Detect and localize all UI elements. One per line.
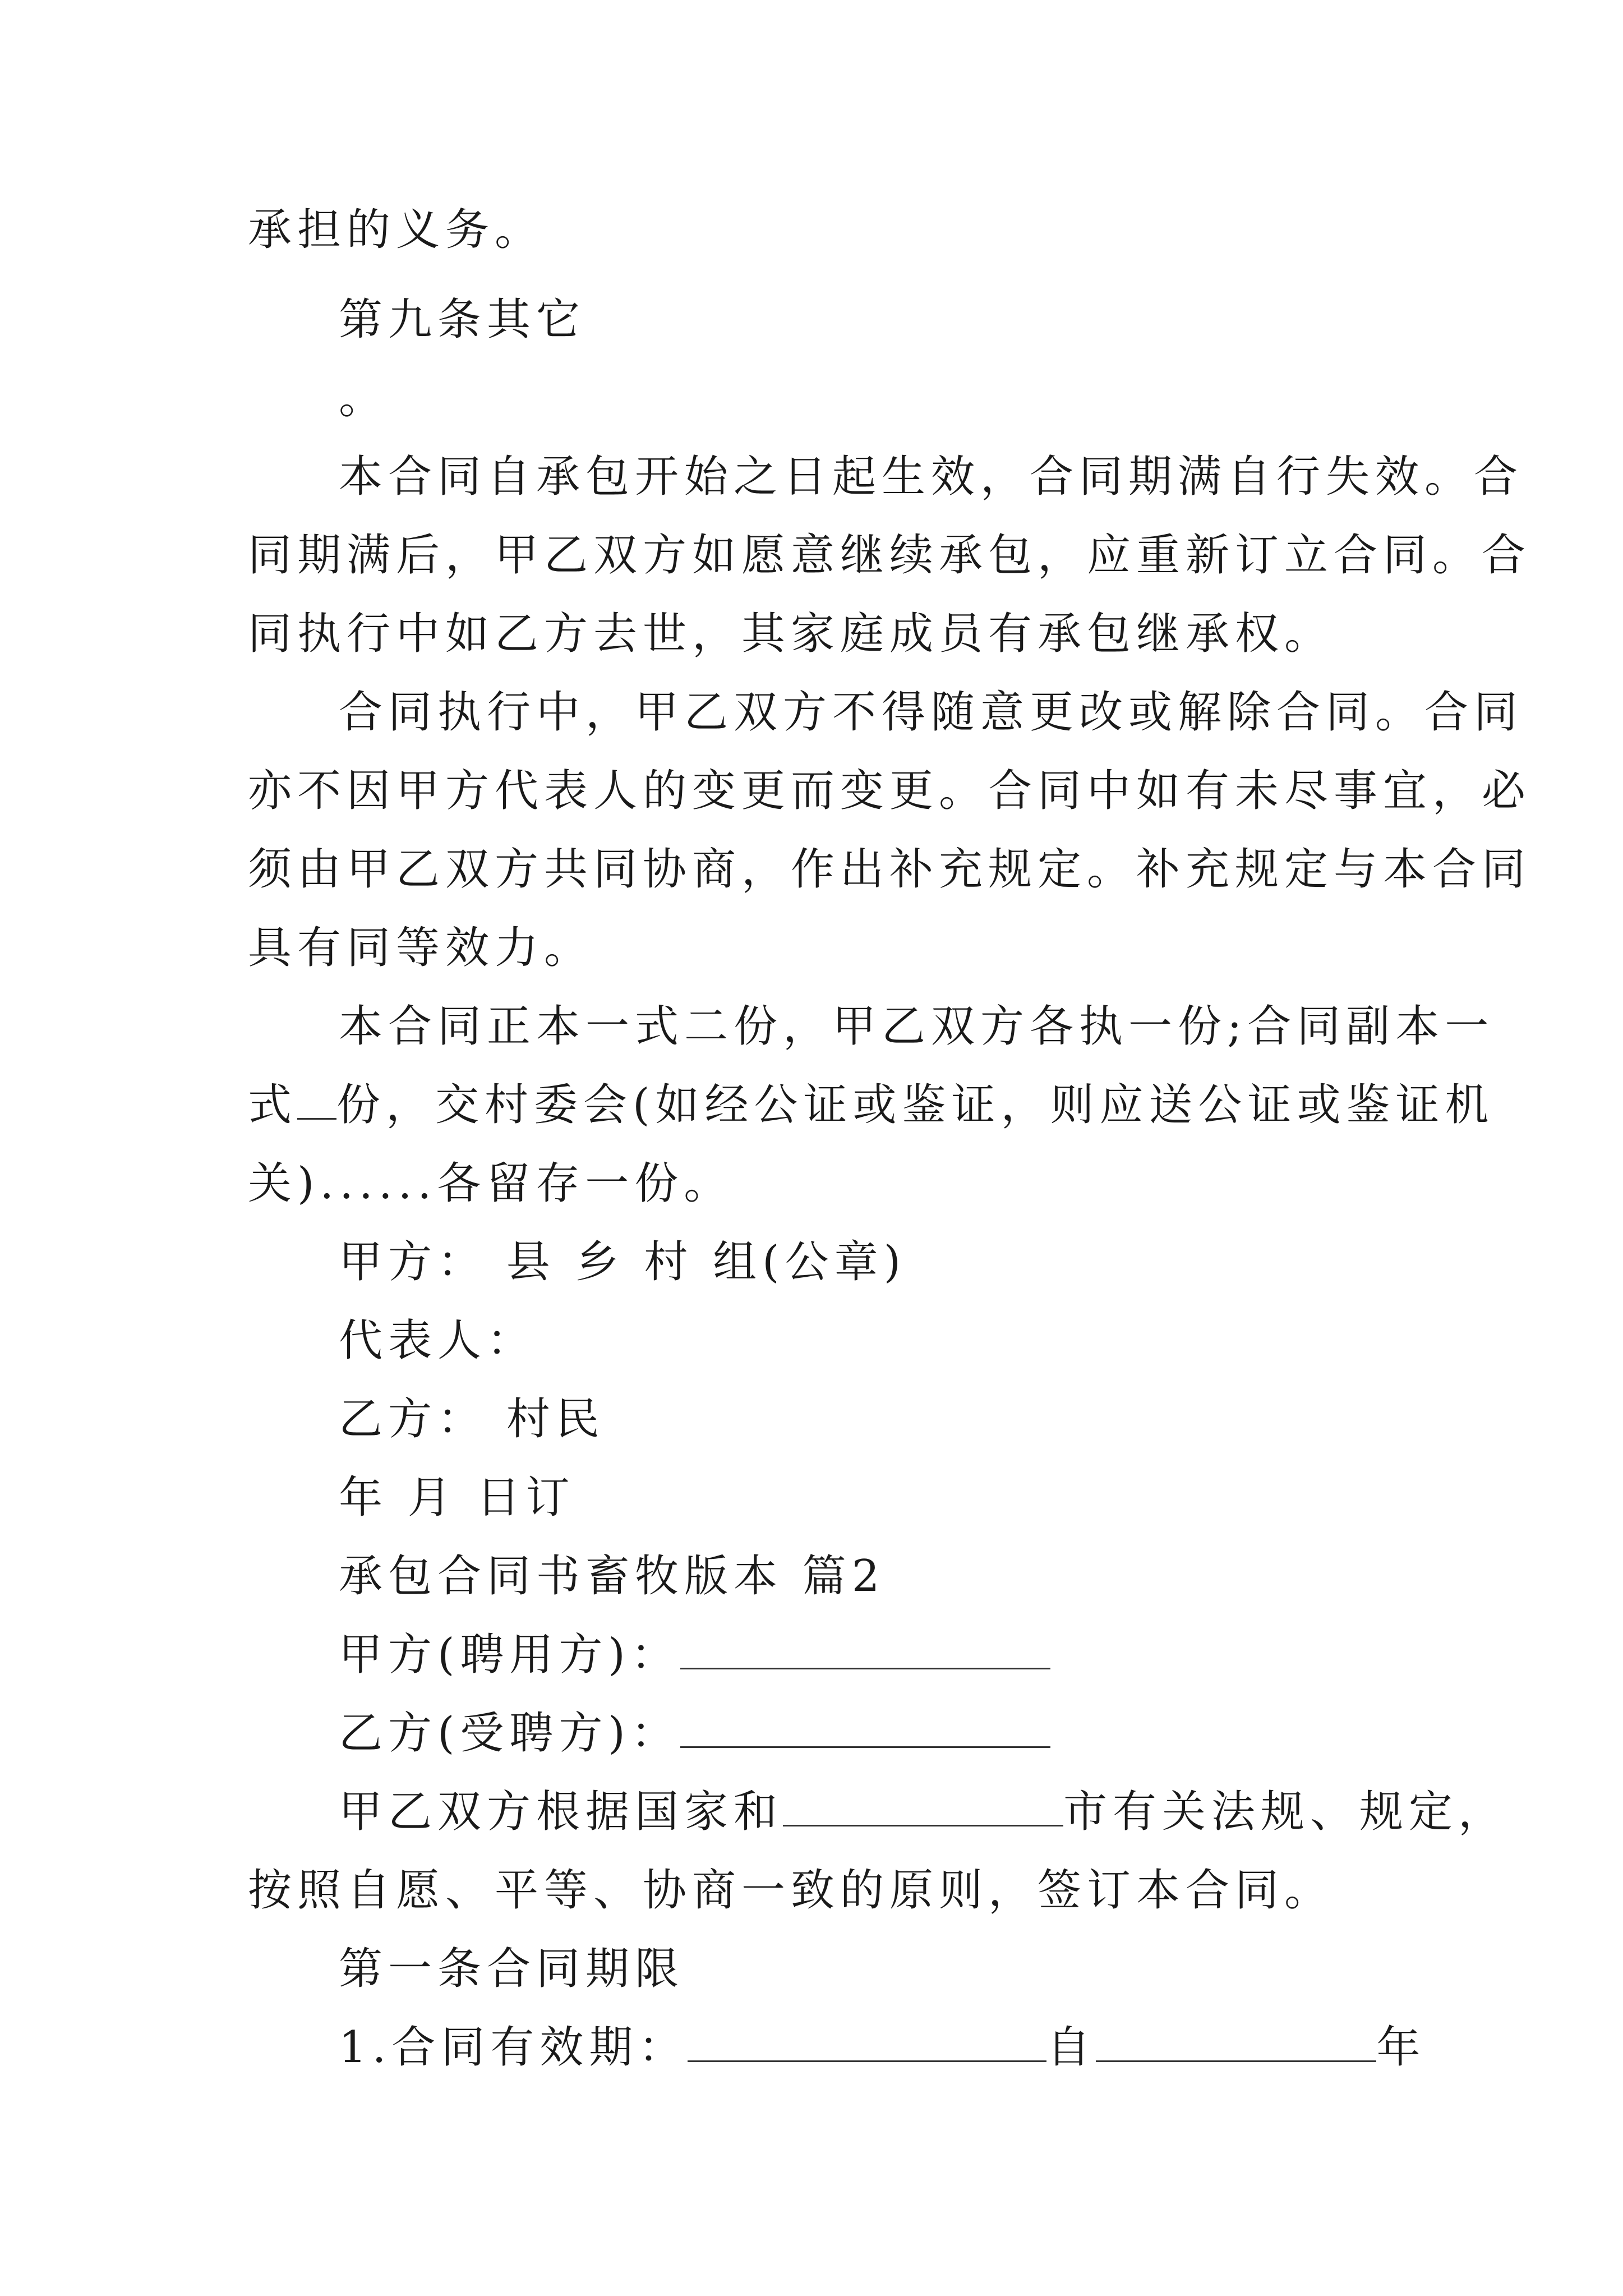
basis-line [339, 1784, 1507, 1840]
party-b-hire-line [339, 1705, 1050, 1761]
party-a-hire-label: 甲方(聘用方)： [339, 1630, 680, 1680]
copies-text-after: 份，交村委会(如经公证或鉴证，则应送公证或鉴证机 [336, 1080, 1495, 1130]
copies-blank-field [297, 1081, 336, 1120]
paragraph-line: 承担的义务。 [248, 205, 545, 255]
term-mid-text: 自 [1046, 2022, 1096, 2073]
paragraph-line: 关)......各留存一份。 [248, 1158, 734, 1209]
paragraph-line: 本合同正本一式二份，甲乙双方各执一份;合同副本一 [339, 1001, 1495, 1052]
paragraph-line: 同执行中如乙方去世，其家庭成员有承包继承权。 [248, 609, 1334, 659]
article-heading: 第一条合同期限 [339, 1944, 685, 1994]
date-line: 年 月 日订 [339, 1473, 575, 1523]
party-b-blank-field [680, 1709, 1050, 1748]
paragraph-line: 。 [339, 373, 389, 424]
paragraph-line: 合同执行中，甲乙双方不得随意更改或解除合同。合同 [339, 687, 1524, 738]
paragraph-line: 具有同等效力。 [248, 923, 594, 973]
paragraph-line: 同期满后，甲乙双方如愿意继续承包，应重新订立合同。合 [248, 530, 1532, 581]
party-a-signature-line: 甲方： 县 乡 村 组(公章) [339, 1237, 907, 1287]
term-blank-field [688, 2023, 1046, 2062]
section-title: 承包合同书畜牧版本 篇2 [339, 1551, 886, 1602]
basis-text-after: 市有关法规、规定， [1063, 1787, 1508, 1837]
party-a-blank-field [680, 1631, 1050, 1669]
paragraph-line: 亦不因甲方代表人的变更而变更。合同中如有未尽事宜，必 [248, 766, 1532, 816]
term-label: 1.合同有效期： [339, 2022, 688, 2073]
party-b-hire-label: 乙方(受聘方)： [339, 1708, 680, 1759]
party-a-hire-line [339, 1627, 1050, 1683]
term-end-text: 年 [1376, 2022, 1426, 2073]
paragraph-line: 本合同自承包开始之日起生效，合同期满自行失效。合 [339, 452, 1524, 502]
paragraph-line: 须由甲乙双方共同协商，作出补充规定。补充规定与本合同 [248, 844, 1532, 895]
paragraph-line: 按照自愿、平等、协商一致的原则，签订本合同。 [248, 1865, 1334, 1916]
start-year-blank-field [1096, 2023, 1376, 2062]
term-line [339, 2019, 1426, 2076]
representative-line: 代表人： [339, 1315, 537, 1366]
section-heading: 第九条其它 [339, 295, 586, 345]
party-b-signature-line: 乙方： 村民 [339, 1394, 605, 1444]
city-blank-field [783, 1788, 1063, 1826]
copies-text-before: 式 [248, 1080, 298, 1130]
basis-text-before: 甲乙双方根据国家和 [339, 1787, 783, 1837]
copies-line [248, 1077, 1494, 1133]
